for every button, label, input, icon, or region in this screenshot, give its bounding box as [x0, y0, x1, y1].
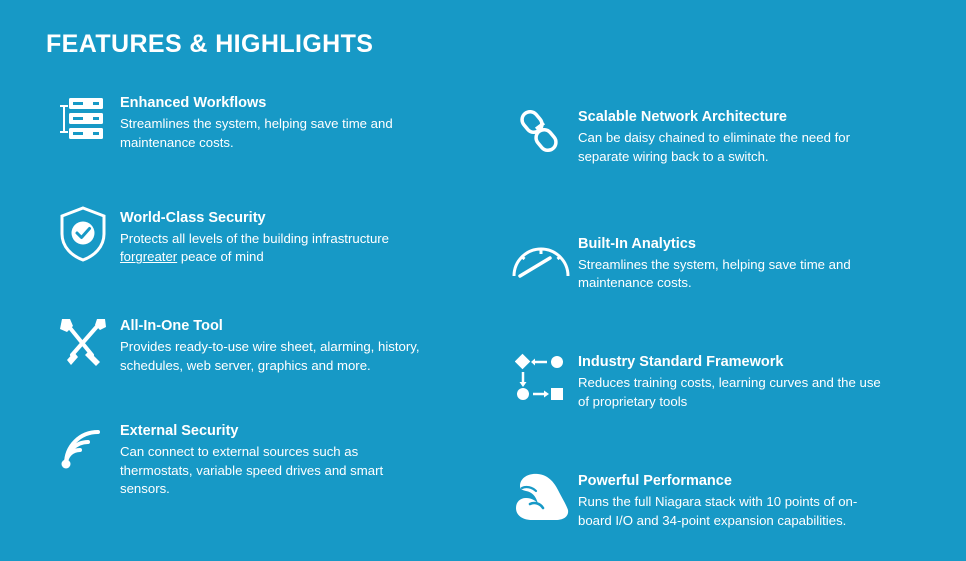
feature-description: Streamlines the system, helping save time and maintenance costs. — [120, 116, 393, 150]
feature-text — [120, 416, 420, 499]
feature-title: Scalable Network Architecture — [578, 109, 787, 125]
features-column-right — [504, 84, 926, 552]
chain-link-icon — [504, 102, 578, 164]
feature-text — [120, 203, 420, 268]
feature-description: Runs the full Niagara stack with 10 points of on-board I/O and 34-point expansion capabilities. — [578, 493, 858, 528]
feature-description: Reduces training costs, learning curves and the use of proprietary tools — [578, 375, 881, 410]
shield-check-icon — [46, 203, 120, 265]
feature-title: World-Class Security — [120, 209, 266, 226]
server-stack-icon — [46, 88, 120, 150]
feature-item — [504, 102, 926, 167]
feature-title: Built-In Analytics — [578, 235, 696, 252]
feature-text — [578, 466, 888, 531]
feature-description: Protects all levels of the building infrastructure forgreater peace of mind — [120, 230, 390, 265]
feature-description-underlined: forgreater — [120, 249, 178, 265]
feature-text — [578, 229, 888, 294]
feature-item — [504, 347, 926, 412]
wrench-screwdriver-icon — [46, 311, 120, 373]
gauge-meter-icon — [504, 229, 578, 291]
feature-item — [504, 466, 926, 531]
feature-item — [46, 416, 468, 499]
feature-description: Can connect to external sources such as thermostats, variable speed drives and smart sensors. — [120, 443, 384, 497]
feature-title: Industry Standard Framework — [578, 354, 784, 371]
feature-item — [504, 229, 926, 294]
feature-title: All-In-One Tool — [120, 318, 223, 335]
feature-description: Provides ready-to-use wire sheet, alarming, history, schedules, web server, graphics and more. — [120, 339, 420, 374]
feature-text — [578, 347, 888, 412]
features-grid — [46, 84, 926, 552]
feature-item — [46, 88, 468, 153]
framework-nodes-icon — [504, 347, 578, 409]
feature-item — [46, 203, 468, 268]
feature-text — [120, 311, 420, 376]
feature-title: Enhanced Workflows — [120, 95, 267, 111]
feature-text — [578, 102, 888, 167]
feature-title: Powerful Performance — [578, 472, 732, 489]
feature-text — [120, 88, 420, 153]
wifi-signal-icon — [46, 416, 120, 478]
feature-description: Can be daisy chained to eliminate the need for separate wiring back to a switch. — [578, 130, 850, 164]
page-title: FEATURES & HIGHLIGHTS — [46, 30, 374, 58]
features-column-left — [46, 84, 468, 552]
feature-title: External Security — [120, 422, 239, 439]
flexed-bicep-icon — [504, 466, 578, 528]
feature-item — [46, 311, 468, 376]
feature-description: Streamlines the system, helping save time and maintenance costs. — [578, 256, 851, 291]
